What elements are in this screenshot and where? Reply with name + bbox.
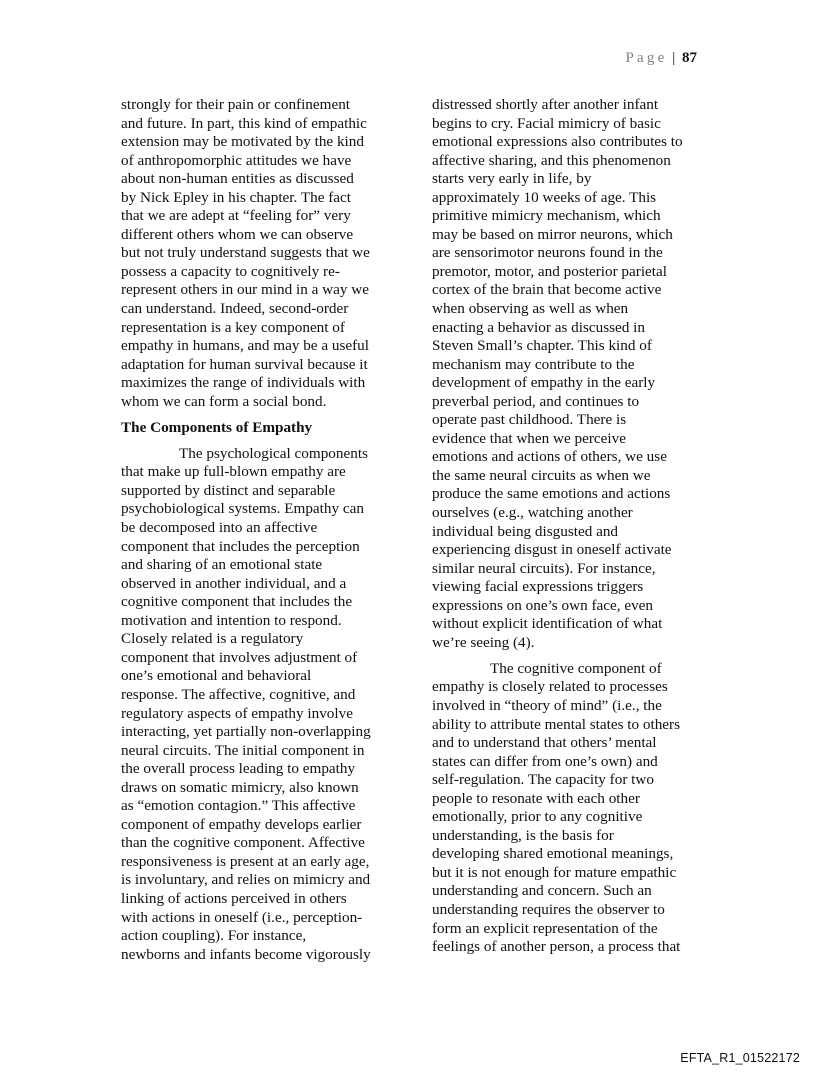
text-line: but it is not enough for mature empathic	[432, 863, 677, 881]
text-line: can understand. Indeed, second-order	[121, 300, 349, 318]
text-line: form an explicit representation of the	[432, 919, 658, 937]
text-line: that we are adept at “feeling for” very	[121, 207, 351, 225]
text-line: newborns and infants become vigorously	[121, 945, 371, 963]
text-line: we’re seeing (4).	[432, 633, 535, 651]
text-line: component that includes the perception	[121, 537, 360, 555]
section-heading: The Components of Empathy	[121, 418, 313, 436]
paragraph-gap	[121, 437, 401, 445]
text-line: draws on somatic mimicry, also known	[121, 778, 359, 796]
text-line: people to resonate with each other	[432, 789, 640, 807]
text-line: and future. In part, this kind of empathic	[121, 114, 367, 132]
text-line: feelings of another person, a process that	[432, 938, 681, 956]
text-line: self-regulation. The capacity for two	[432, 771, 654, 789]
text-line: approximately 10 weeks of age. This	[432, 188, 657, 206]
text-line: experiencing disgust in oneself activate	[432, 541, 672, 559]
text-line: Steven Small’s chapter. This kind of	[432, 337, 652, 355]
text-line: interacting, yet partially non-overlapping	[121, 723, 371, 741]
text-line: strongly for their pain or confinement	[121, 96, 351, 113]
text-line: emotional expressions also contributes to	[432, 133, 683, 151]
text-line: of anthropomorphic attitudes we have	[121, 151, 352, 169]
text-line: and sharing of an emotional state	[121, 556, 323, 574]
text-line: begins to cry. Facial mimicry of basic	[432, 114, 661, 132]
text-line: emotions and actions of others, we use	[432, 448, 667, 466]
text-line: produce the same emotions and actions	[432, 485, 671, 503]
right-column	[432, 96, 712, 957]
text-line: empathy in humans, and may be a useful	[121, 337, 369, 355]
text-line: Closely related is a regulatory	[121, 630, 304, 648]
text-line: individual being disgusted and	[432, 522, 619, 540]
text-line: observed in another individual, and a	[121, 574, 347, 592]
text-line: emotionally, prior to any cognitive	[432, 808, 643, 826]
text-line: premotor, motor, and posterior parietal	[432, 262, 667, 280]
text-line: extension may be motivated by the kind	[121, 133, 364, 151]
text-line: psychobiological systems. Empathy can	[121, 500, 364, 518]
text-line: response. The affective, cognitive, and	[121, 685, 356, 703]
text-line: empathy is closely related to processes	[432, 678, 668, 696]
text-line: the same neural circuits as when we	[432, 466, 651, 484]
text-line: different others whom we can observe	[121, 225, 354, 243]
text-line: one’s emotional and behavioral	[121, 667, 312, 685]
text-line: distressed shortly after another infant	[432, 96, 659, 113]
text-line: affective sharing, and this phenomenon	[432, 151, 671, 169]
text-line: developing shared emotional meanings,	[432, 845, 674, 863]
text-line: preverbal period, and continues to	[432, 392, 640, 410]
text-line: supported by distinct and separable	[121, 481, 336, 499]
text-line: cortex of the brain that become active	[432, 281, 662, 299]
text-line: the overall process leading to empathy	[121, 760, 356, 778]
paragraph-gap	[432, 652, 712, 660]
text-line: maximizes the range of individuals with	[121, 374, 366, 392]
text-line: about non-human entities as discussed	[121, 170, 354, 188]
text-line: but not truly understand suggests that we	[121, 244, 370, 262]
text-line: similar neural circuits). For instance,	[432, 559, 656, 577]
page-label: Page	[625, 50, 668, 66]
text-line: expressions on one’s own face, even	[432, 596, 653, 614]
text-line: action coupling). For instance,	[121, 927, 307, 945]
text-line: whom we can form a social bond.	[121, 392, 327, 410]
text-line: The psychological components	[179, 444, 368, 462]
text-line: adaptation for human survival because it	[121, 355, 368, 373]
document-id: EFTA_R1_01522172	[680, 1051, 800, 1065]
text-line: that make up full-blown empathy are	[121, 463, 346, 481]
text-line: motivation and intention to respond.	[121, 611, 342, 629]
text-line: enacting a behavior as discussed in	[432, 318, 645, 336]
text-line: ourselves (e.g., watching another	[432, 504, 633, 522]
text-line: is involuntary, and relies on mimicry and	[121, 871, 371, 889]
text-line: mechanism may contribute to the	[432, 355, 635, 373]
page-number: 87	[682, 50, 697, 66]
text-line: cognitive component that includes the	[121, 593, 353, 611]
text-line: understanding and concern. Such an	[432, 882, 652, 900]
text-line: responsiveness is present at an early age,	[121, 852, 370, 870]
left-paragraph-2	[121, 445, 401, 964]
text-line: component of empathy develops earlier	[121, 815, 362, 833]
text-line: be decomposed into an affective	[121, 519, 318, 537]
text-line: are sensorimotor neurons found in the	[432, 244, 663, 262]
text-line: represent others in our mind in a way we	[121, 281, 369, 299]
text-line: The cognitive component of	[490, 659, 662, 677]
page-header	[626, 49, 697, 67]
paragraph-gap	[121, 411, 401, 419]
text-line: neural circuits. The initial component in	[121, 741, 365, 759]
text-line: component that involves adjustment of	[121, 648, 358, 666]
text-line: as “emotion contagion.” This affective	[121, 797, 356, 815]
text-line: involved in “theory of mind” (i.e., the	[432, 697, 662, 714]
page-separator: |	[672, 50, 676, 66]
text-line: representation is a key component of	[121, 318, 345, 336]
text-line: primitive mimicry mechanism, which	[432, 207, 661, 225]
text-line: with actions in oneself (i.e., perception-	[121, 908, 363, 926]
text-line: development of empathy in the early	[432, 374, 656, 392]
left-paragraph-1	[121, 96, 401, 411]
text-line: understanding, is the basis for	[432, 826, 614, 844]
text-line: states can differ from one’s own) and	[432, 752, 658, 770]
text-line: by Nick Epley in his chapter. The fact	[121, 188, 351, 206]
text-line: when observing as well as when	[432, 300, 629, 318]
text-line: evidence that when we perceive	[432, 429, 626, 447]
text-line: linking of actions perceived in others	[121, 889, 347, 907]
text-line: may be based on mirror neurons, which	[432, 225, 673, 243]
text-line: starts very early in life, by	[432, 170, 592, 188]
text-line: and to understand that others’ mental	[432, 734, 657, 752]
text-line: ability to attribute mental states to others	[432, 715, 681, 733]
text-line: regulatory aspects of empathy involve	[121, 704, 353, 722]
text-line: than the cognitive component. Affective	[121, 834, 365, 852]
right-paragraph-2	[432, 660, 712, 957]
text-line: viewing facial expressions triggers	[432, 578, 644, 596]
text-line: understanding requires the observer to	[432, 901, 665, 919]
text-line: operate past childhood. There is	[432, 411, 627, 429]
text-line: without explicit identification of what	[432, 615, 663, 633]
left-column	[121, 96, 401, 964]
text-line: possess a capacity to cognitively re-	[121, 262, 340, 280]
right-paragraph-1	[432, 96, 712, 652]
